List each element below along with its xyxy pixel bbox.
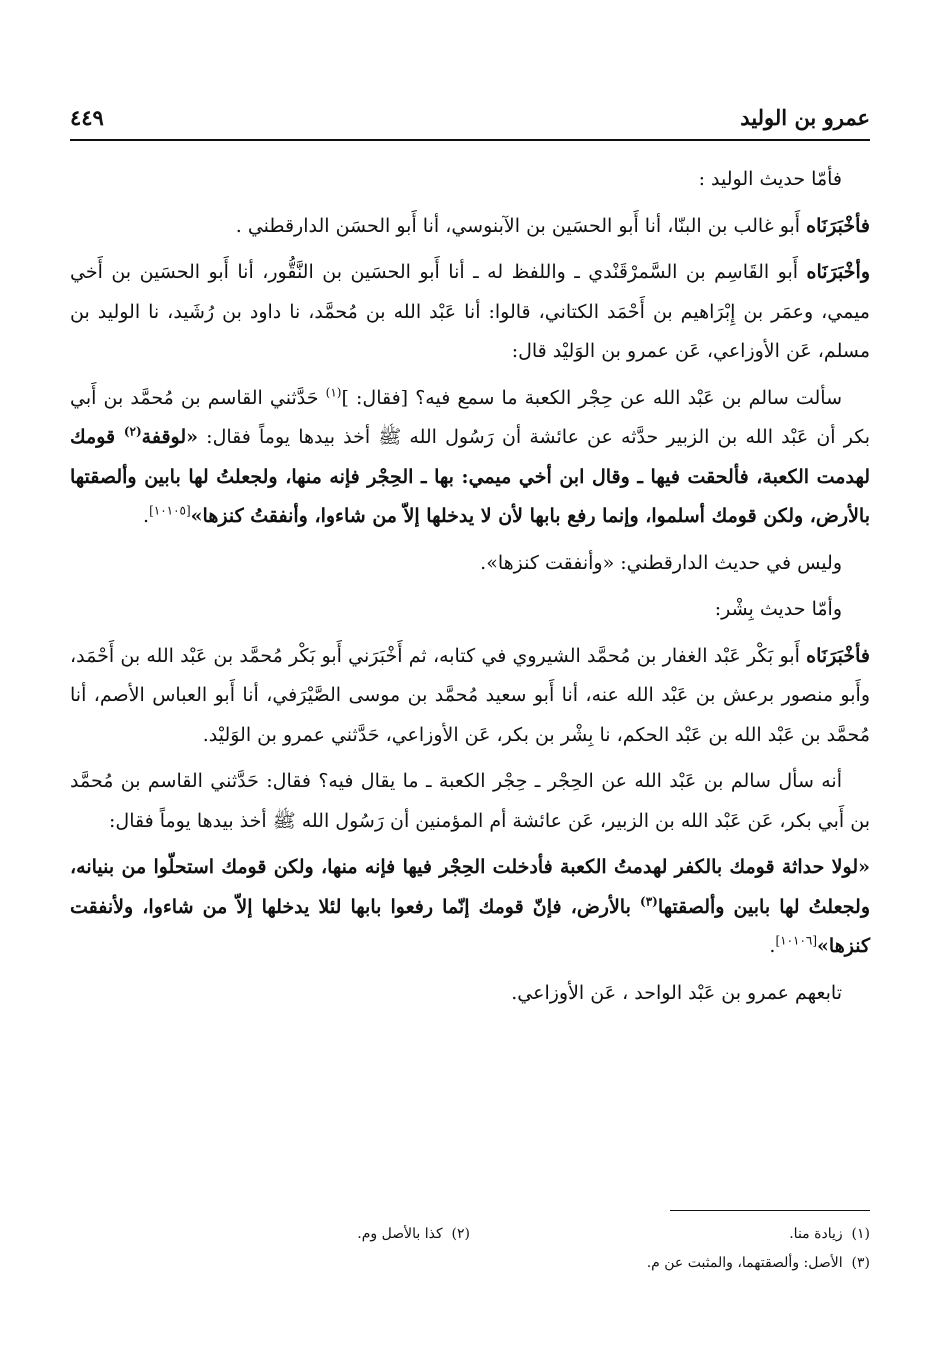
paragraph-7: فأخْبَرَنَاه أَبو بَكْر عَبْد الغفار بن مُحمَّد الشيروي في كتابه، ثم أَخْبَرَني أَبو بَكْر مُحمَّد بن عَبْد الله بن أَحْمَد، وأَبو منصور برعش بن عَبْد الله عنه، أنا أَبو سعيد مُحمَّد بن موسى الصَّيْرَفي، أنا أَبو العباس الأصم، أنا مُحمَّد بن عَبْد الله بن عَبْد الحكم، نا بِشْر بن بكر، عَن الأوزاعي، حَدَّثني عمرو بن الوَليْد. <box>70 644 870 746</box>
paragraph-10: تابعهم عمرو بن عَبْد الواحد ، عَن الأوزاعي. <box>511 981 842 1004</box>
paragraph-4: سألت سالم بن عَبْد الله عن حِجْر الكعبة ما سمع فيه؟ [فقال: ]$^{(١)}$ حَدَّثني القاسم بن مُحمَّد بن أَبي بكر أن عَبْد الله بن الزبير حدَّثه عن عائشة أن رَسُول الله ﷺ أخذ بيدها يوماً فقال: «لوقفة$^{(٢)}$ قومك لهدمت الكعبة، فألحقت فيها ـ وقال ابن أخي ميمي: بها ـ الحِجْر فإنه منها، ولجعلتُ لها بابين وألصقتها بالأرض، ولكن قومك أسلموا، وإنما رفع بابها لأن لا يدخلها إلاّ من شاءوا، وأنفقتُ كنزها»[١٠١٠٥]. <box>70 385 870 527</box>
paragraph-8: أنه سأل سالم بن عَبْد الله عن الحِجْر ـ حِجْر الكعبة ـ ما يقال فيه؟ فقال: حَدَّثني القاسم بن مُحمَّد بن أَبي بكر، عَن عَبْد الله بن الزبير، عَن عائشة أم المؤمنين أن رَسُول الله ﷺ أخذ بيدها يوماً فقال: <box>70 770 870 832</box>
lead-word: فأخْبَرَنَاه <box>806 644 870 667</box>
running-head: عمرو بن الوليد <box>740 105 870 130</box>
paragraph-6: وأمّا حديث بِشْر: <box>714 598 842 620</box>
footnote-1: (١) زيادة منا. <box>789 1226 870 1242</box>
footnote-ref: (٣) <box>640 894 658 909</box>
hadith-number: [١٠١٠٥] <box>149 503 191 518</box>
paragraph-9: «لولا حداثة قومك بالكفر لهدمتُ الكعبة فأدخلت الحِجْر فيها فإنه منها، ولكن قومك استحلّوا من بنيانه، ولجعلتُ لها بابين وألصقتها$^{(٣)}$ بالأرض، فإنّ قومك إنّما رفعوا بابها لئلا يدخلها إلاّ من شاءوا، ولأنفقت كنزها»[١٠١٠٦]. <box>70 856 870 957</box>
footnote-rule <box>670 1210 870 1211</box>
page-number: ٤٤٩ <box>70 105 104 130</box>
footnote-row <box>70 1220 870 1249</box>
footnote-2: (٢) كذا بالأصل وم. <box>357 1226 470 1242</box>
footnote-ref: (١) <box>325 385 342 400</box>
paragraph-3: وأخْبَرَنَاه أَبو القَاسِم بن السَّمرْقَنْدي ـ واللفظ له ـ أنا أَبو الحسَين بن النَّقُّور، أنا أَبو الحسَين بن أَخي ميمي، وعمَر بن إِبْرَاهيم بن أَحْمَد الكتاني، قالوا: أنا عَبْد الله بن مُحمَّد، نا داود بن رُشَيد، نا الوليد بن مسلم، عَن الأوزاعي، عَن عمرو بن الوَليْد قال: <box>70 261 870 362</box>
main-text <box>70 160 870 1020</box>
paragraph-5: وليس في حديث الدارقطني: «وأنفقت كنزها». <box>480 551 842 574</box>
footnotes <box>70 1220 870 1278</box>
lead-word: فأخْبَرَنَاه <box>806 214 870 237</box>
footnote-3: (٣) الأصل: وألصقتهما، والمثبت عن م. <box>646 1255 870 1271</box>
lead-word: وأخْبَرَنَاه <box>806 261 870 283</box>
footnote-ref: (٢) <box>123 424 142 439</box>
header-rule <box>70 139 870 141</box>
hadith-number: [١٠١٠٦] <box>775 933 818 948</box>
page-header <box>70 96 870 130</box>
footnote-row <box>70 1249 870 1278</box>
paragraph-2: فأخْبَرَنَاه أَبو غالب بن البنّا، أنا أَبو الحسَين بن الآبنوسي، أنا أَبو الحسَن الدارقطني . <box>235 214 870 237</box>
paragraph-1: فأمّا حديث الوليد : <box>698 168 842 190</box>
